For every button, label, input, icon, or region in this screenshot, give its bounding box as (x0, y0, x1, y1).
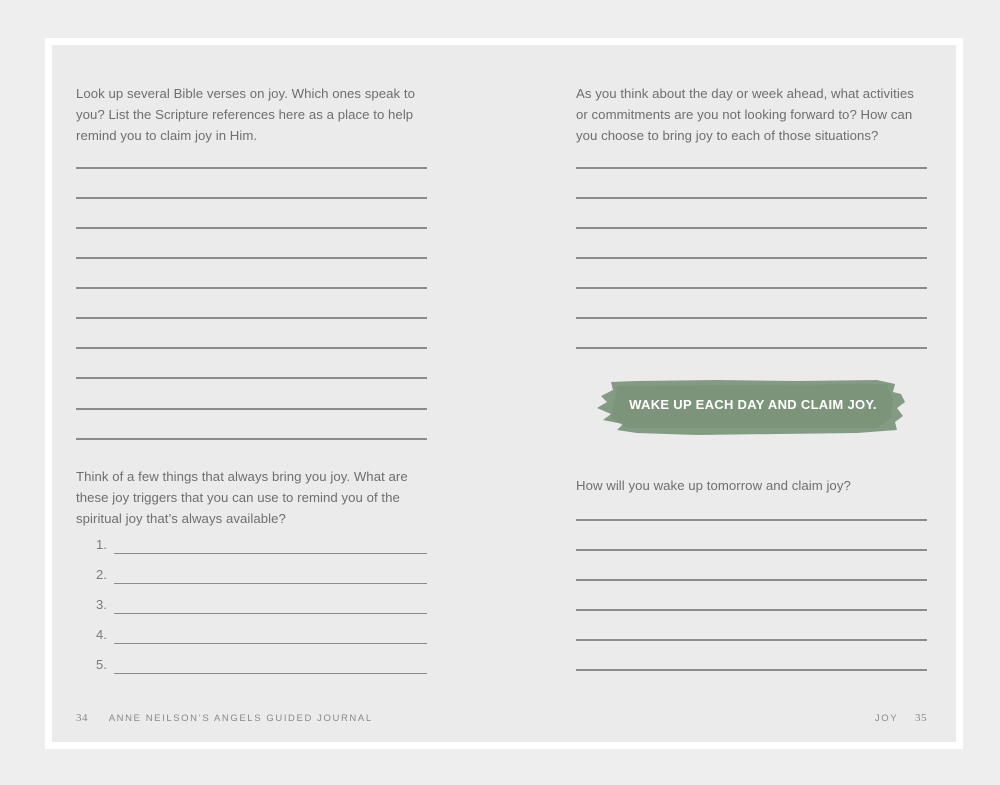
list-number: 4. (96, 627, 107, 642)
page-number: 35 (915, 712, 927, 724)
numbered-line-5[interactable] (96, 657, 427, 677)
numbered-line-3[interactable] (96, 597, 427, 617)
writing-line[interactable] (114, 673, 427, 675)
writing-line[interactable] (76, 377, 427, 379)
writing-line[interactable] (76, 227, 427, 229)
writing-line[interactable] (76, 347, 427, 349)
writing-line[interactable] (576, 639, 927, 641)
writing-line[interactable] (576, 549, 927, 551)
numbered-line-2[interactable] (96, 567, 427, 587)
prompt-line: spiritual joy that’s always available? (76, 511, 286, 526)
writing-line[interactable] (576, 197, 927, 199)
prompt-line: remind you to claim joy in Him. (76, 128, 258, 143)
writing-line[interactable] (576, 519, 927, 521)
prompt-week-ahead (576, 83, 914, 146)
writing-line[interactable] (576, 257, 927, 259)
list-number: 1. (96, 537, 107, 552)
writing-line[interactable] (76, 287, 427, 289)
numbered-line-1[interactable] (96, 537, 427, 557)
writing-line[interactable] (576, 347, 927, 349)
writing-line[interactable] (76, 317, 427, 319)
prompt-line: you choose to bring joy to each of those situations? (576, 128, 879, 143)
writing-line[interactable] (114, 583, 427, 585)
writing-line[interactable] (576, 167, 927, 169)
writing-line[interactable] (76, 408, 427, 410)
right-footer (875, 712, 927, 724)
prompt-line: these joy triggers that you can use to remind you of the (76, 490, 400, 505)
writing-line[interactable] (114, 553, 427, 555)
writing-line[interactable] (114, 643, 427, 645)
chapter-name: JOY (874, 713, 899, 724)
prompt-line: or commitments are you not looking forward to? How can (576, 107, 913, 122)
left-footer (76, 712, 373, 724)
list-number: 5. (96, 657, 107, 672)
book-title: ANNE NEILSON’S ANGELS GUIDED JOURNAL (108, 713, 373, 724)
prompt-line: Look up several Bible verses on joy. Which ones speak to (76, 86, 416, 101)
writing-line[interactable] (76, 167, 427, 169)
prompt-wake-up (576, 475, 851, 496)
list-number: 3. (96, 597, 107, 612)
journal-spread (52, 45, 956, 742)
writing-line[interactable] (76, 438, 427, 440)
prompt-line: you? List the Scripture references here as a place to help (76, 107, 414, 122)
numbered-line-4[interactable] (96, 627, 427, 647)
writing-line[interactable] (76, 257, 427, 259)
writing-line[interactable] (576, 317, 927, 319)
writing-line[interactable] (576, 579, 927, 581)
writing-line[interactable] (576, 609, 927, 611)
prompt-bible-verses (76, 83, 415, 146)
prompt-line: As you think about the day or week ahead, what activities (576, 86, 914, 101)
prompt-line: Think of a few things that always bring you joy. What are (76, 469, 408, 484)
banner-text: WAKE UP EACH DAY AND CLAIM JOY. (629, 397, 877, 412)
writing-line[interactable] (576, 287, 927, 289)
prompt-joy-triggers (76, 466, 408, 529)
watercolor-banner (597, 378, 909, 436)
page-number: 34 (76, 712, 88, 724)
list-number: 2. (96, 567, 107, 582)
writing-line[interactable] (576, 227, 927, 229)
writing-line[interactable] (576, 669, 927, 671)
writing-line[interactable] (76, 197, 427, 199)
prompt-line: How will you wake up tomorrow and claim joy? (576, 478, 851, 493)
writing-line[interactable] (114, 613, 427, 615)
